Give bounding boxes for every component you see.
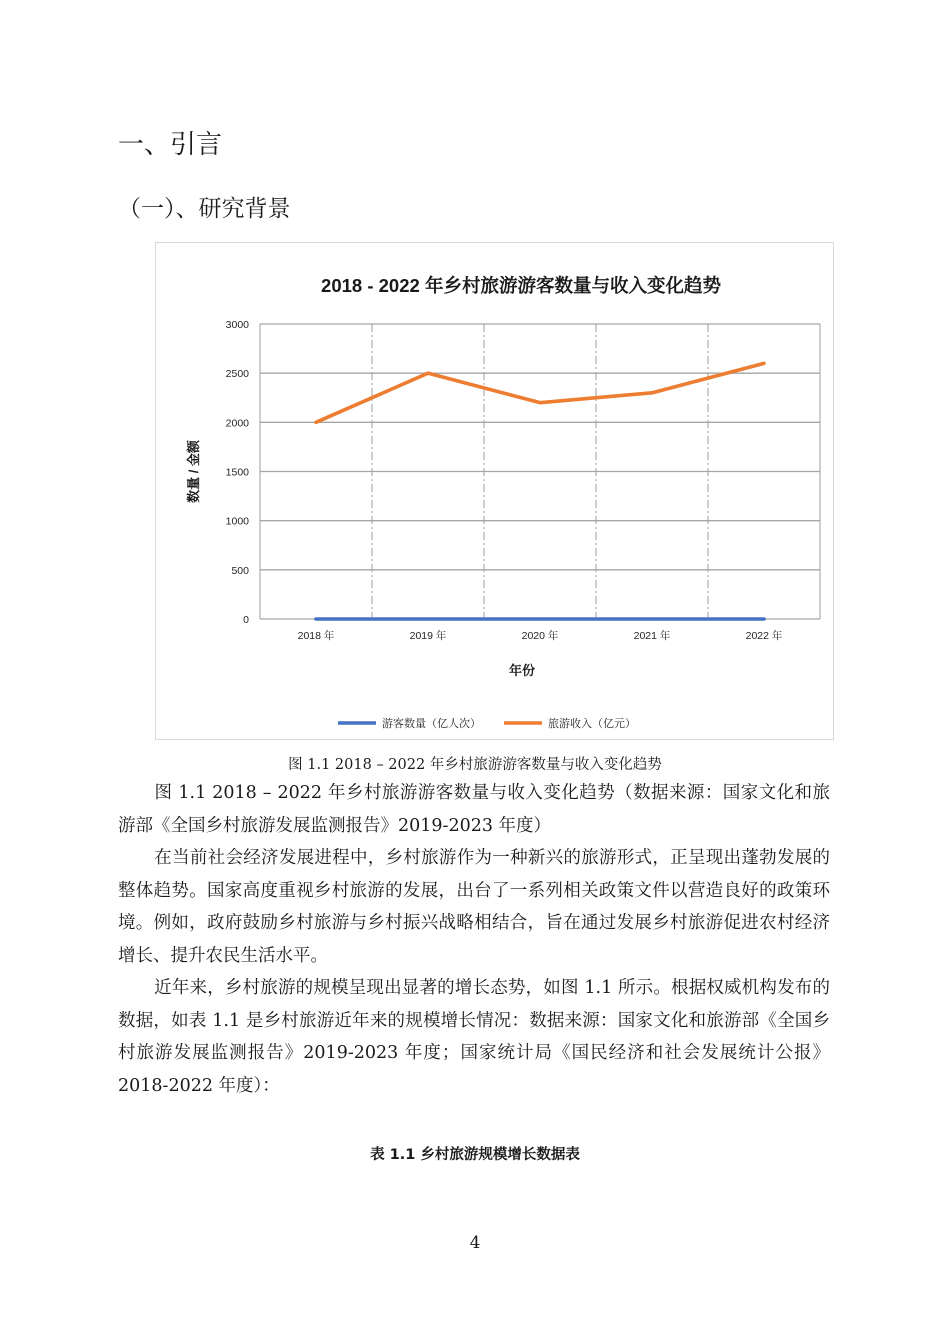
page-number: 4 [469, 1233, 481, 1253]
subsection-heading: （一）、研究背景 [118, 196, 291, 222]
x-tick-label: 2018 年 [297, 630, 335, 642]
figure-caption: 图 1.1 2018 – 2022 年乡村旅游游客数量与收入变化趋势 [288, 757, 662, 773]
x-tick-label: 2021 年 [633, 630, 671, 642]
x-axis-title: 年份 [508, 663, 536, 678]
chart-title: 2018 - 2022 年乡村旅游游客数量与收入变化趋势 [321, 275, 721, 296]
paragraph-text: 在当前社会经济发展进程中，乡村旅游作为一种新兴的旅游形式，正呈现出蓬勃发展的整体趋势。国家高度重视乡村旅游的发展，出台了一系列相关政策文件以营造良好的政策环境。例如，政府鼓励乡村旅游与乡村振兴战略相结合，旨在通过发展乡村旅游促进农村经济增长、提升农民生活水平。 [118, 848, 830, 966]
y-tick-label: 2500 [225, 368, 249, 381]
x-tick-label: 2019 年 [409, 630, 447, 642]
y-tick-label: 1000 [225, 515, 249, 528]
legend-label: 旅游收入（亿元） [548, 718, 636, 730]
table-title: 表 1.1 乡村旅游规模增长数据表 [370, 1147, 580, 1163]
paragraph-growth [118, 972, 830, 1102]
series-line-2 [316, 363, 764, 422]
y-tick-label: 1500 [225, 466, 249, 479]
paragraph-background [118, 842, 830, 972]
paragraph-text: 近年来，乡村旅游的规模呈现出显著的增长态势，如图 1.1 所示。根据权威机构发布的数据，如表 1.1 是乡村旅游近年来的规模增长情况：数据来源：国家文化和旅游部《全国乡村旅游发展监测报告》2019-2023 年度；国家统计局《国民经济和社会发展统计公报》2018-2022 年度）： [118, 978, 830, 1096]
legend-label: 游客数量（亿人次） [382, 718, 481, 730]
y-tick-label: 500 [231, 564, 249, 577]
x-tick-label: 2020 年 [521, 630, 559, 642]
paragraph-text: 图 1.1 2018 – 2022 年乡村旅游游客数量与收入变化趋势（数据来源：国家文化和旅游部《全国乡村旅游发展监测报告》2019-2023 年度） [118, 783, 830, 836]
y-tick-label: 0 [243, 614, 249, 626]
y-tick-label: 2000 [225, 417, 249, 430]
section-heading: 一、引言 [118, 130, 223, 160]
y-axis-title: 数量 / 金额 [186, 440, 201, 503]
paragraph-figure-note [118, 777, 830, 842]
x-tick-label: 2022 年 [745, 630, 783, 642]
y-tick-label: 3000 [225, 319, 249, 331]
line-chart [156, 243, 833, 739]
chart-container [155, 242, 834, 740]
